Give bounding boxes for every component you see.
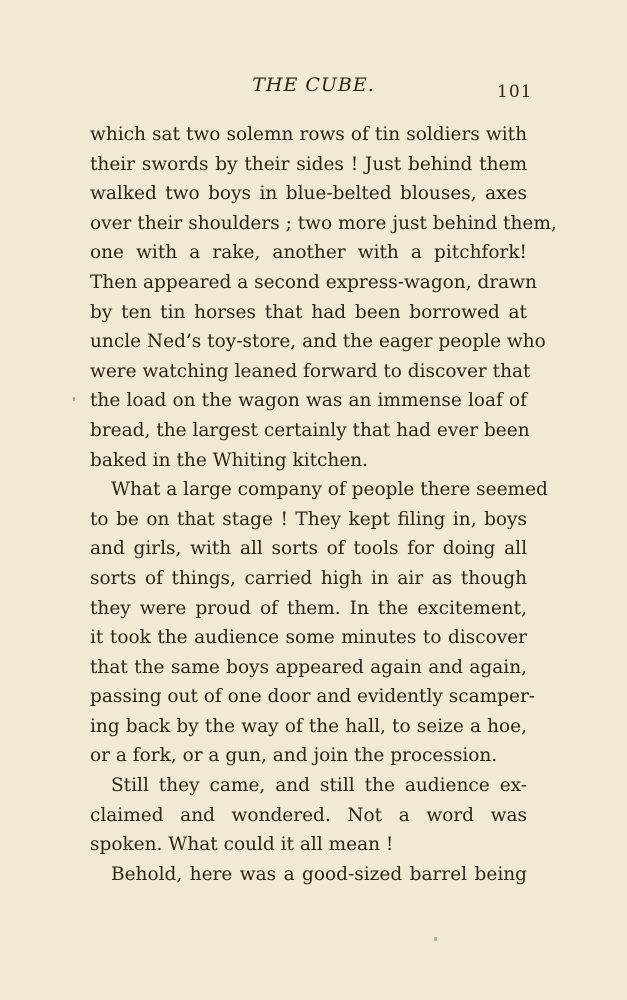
text-line: that the same boys appeared again and again, bbox=[90, 656, 527, 678]
page-number: 101 bbox=[497, 82, 533, 102]
text-line: spoken. What could it all mean ! bbox=[90, 834, 394, 856]
text-line: by ten tin horses that had been borrowed at bbox=[90, 301, 527, 323]
text-line: to be on that stage ! They kept filing in, boys bbox=[90, 508, 527, 530]
text-line: one with a rake, another with a pitchfork! bbox=[90, 242, 527, 264]
text-line: the load on the wagon was an immense loaf of bbox=[90, 390, 527, 412]
text-line: it took the audience some minutes to discover bbox=[90, 627, 527, 649]
text-line: were watching leaned forward to discover that bbox=[90, 360, 531, 382]
text-line: or a fork, or a gun, and join the procession. bbox=[90, 745, 498, 767]
body-text bbox=[90, 120, 557, 889]
text-line: What a large company of people there seemed bbox=[111, 479, 548, 501]
text-line: bread, the largest certainly that had ever been bbox=[90, 419, 530, 441]
text-line: baked in the Whiting kitchen. bbox=[90, 449, 369, 471]
running-head: THE CUBE. bbox=[252, 74, 375, 96]
text-line: sorts of things, carried high in air as though bbox=[90, 567, 527, 589]
page-header bbox=[0, 72, 627, 102]
text-line: Then appeared a second express-wagon, drawn bbox=[90, 271, 537, 293]
text-line: Behold, here was a good-sized barrel being bbox=[111, 863, 527, 885]
text-line: their swords by their sides ! Just behind them bbox=[90, 153, 527, 175]
text-line: Still they came, and still the audience ex- bbox=[111, 775, 527, 797]
text-line: and girls, with all sorts of tools for doing all bbox=[90, 538, 527, 560]
text-line: claimed and wondered. Not a word was bbox=[90, 804, 527, 826]
text-line: uncle Ned’s toy-store, and the eager people who bbox=[90, 331, 546, 353]
text-line: ing back by the way of the hall, to seize a hoe, bbox=[90, 715, 527, 737]
text-line: they were proud of them. In the excitement, bbox=[90, 597, 527, 619]
text-line: walked two boys in blue-belted blouses, axes bbox=[90, 183, 527, 205]
text-line: which sat two solemn rows of tin soldiers with bbox=[90, 124, 527, 145]
text-line: over their shoulders ; two more just behind them, bbox=[90, 212, 557, 234]
text-line: passing out of one door and evidently scamper- bbox=[90, 686, 536, 708]
page-speck bbox=[434, 937, 437, 941]
margin-speck bbox=[73, 397, 75, 401]
